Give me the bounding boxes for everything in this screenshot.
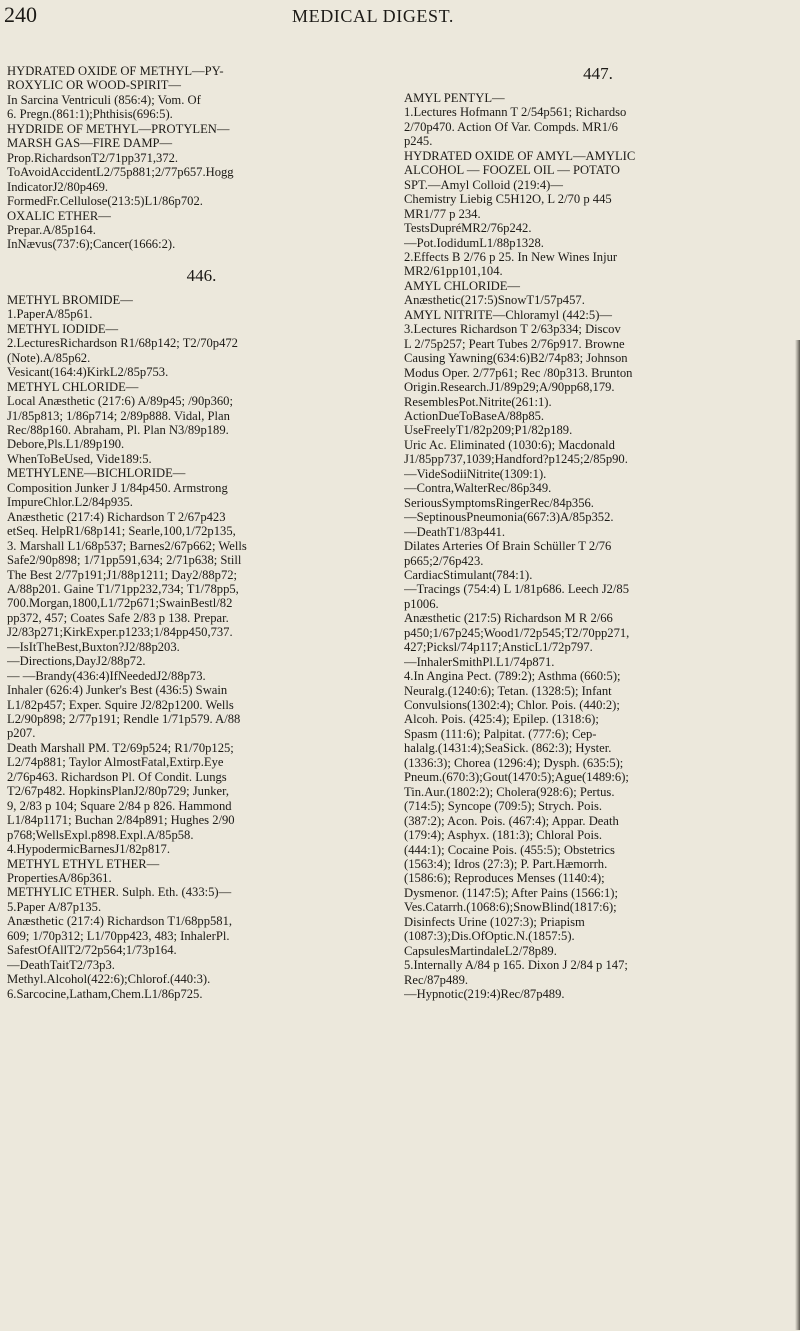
right-column [404, 64, 792, 1002]
index-line: Anæsthetic (217:4) Richardson T 2/67p423 [7, 509, 226, 524]
index-line: Alcoh. Pois. (425:4); Epilep. (1318:6); [404, 712, 599, 727]
index-line: Safe2/90p898; 1/71pp591,634; 2/71p638; Still [7, 553, 242, 568]
index-line: ALCOHOL — FOOZEL OIL — POTATO [404, 163, 620, 178]
index-line: J1/85p813; 1/86p714; 2/89p888. Vidal, Plan [7, 408, 230, 423]
index-line: MARSH GAS—FIRE DAMP— [7, 136, 173, 151]
index-line: SPT.—Amyl Colloid (219:4)— [404, 177, 563, 192]
index-line: J2/83p271;KirkExper.p1233;1/84pp450,737. [7, 625, 233, 640]
index-line: Anæsthetic (217:5) Richardson M R 2/66 [404, 611, 613, 626]
index-line: (1586:6); Reproduces Menses (1140:4); [404, 871, 605, 886]
index-line: Composition Junker J 1/84p450. Armstrong [7, 480, 228, 495]
index-line: (444:1); Cocaine Pois. (455:5); Obstetrics [404, 842, 615, 857]
index-line: A/88p201. Gaine T1/71pp232,734; T1/78pp5, [7, 581, 239, 596]
index-line: TestsDupréMR2/76p242. [404, 221, 532, 236]
index-line: 6. Pregn.(861:1);Phthisis(696:5). [7, 107, 173, 122]
index-line: 427;Picksl/74p117;AnsticL1/72p797. [404, 640, 593, 655]
index-line: pp372, 457; Coates Safe 2/83 p 138. Prepar. [7, 610, 229, 625]
index-line: 2/70p470. Action Of Var. Compds. MR1/6 [404, 119, 618, 134]
index-line: —Tracings (754:4) L 1/81p686. Leech J2/85 [404, 582, 630, 597]
index-line: —Directions,DayJ2/88p72. [7, 654, 146, 669]
index-line: InNævus(737:6);Cancer(1666:2). [7, 237, 176, 252]
index-line: Origin.Research.J1/89p29;A/90pp68,179. [404, 380, 615, 395]
index-line: —Hypnotic(219:4)Rec/87p489. [404, 987, 565, 1002]
index-line: 2.LecturesRichardson R1/68p142; T2/70p472 [7, 336, 238, 351]
index-line: Uric Ac. Eliminated (1030:6); Macdonald [404, 437, 615, 452]
index-line: 3. Marshall L1/68p537; Barnes2/67p662; Wells [7, 538, 247, 553]
index-line: Convulsions(1302:4); Chlor. Pois. (440:2); [404, 698, 620, 713]
index-line: 5.Internally A/84 p 165. Dixon J 2/84 p 147; [404, 958, 628, 973]
index-line: 609; 1/70p312; L1/70pp423, 483; InhalerPl. [7, 928, 230, 943]
index-line: L2/74p881; Taylor AlmostFatal,Extirp.Eye [7, 755, 224, 770]
index-line: 700.Morgan,1800,L1/72p671;SwainBestl/82 [7, 596, 233, 611]
index-line: 4.HypodermicBarnesJ1/82p817. [7, 842, 170, 857]
index-line: p1006. [404, 596, 439, 611]
index-line: OXALIC ETHER— [7, 208, 111, 223]
index-line: Disinfects Urine (1027:3); Priapism [404, 914, 585, 929]
index-line: —Pot.IodidumL1/88p1328. [404, 235, 544, 250]
index-line: HYDRATED OXIDE OF METHYL—PY- [7, 64, 224, 78]
index-line: Prop.RichardsonT2/71pp371,372. [7, 150, 179, 165]
index-line: PropertiesA/86p361. [7, 871, 112, 886]
index-line: —IsItTheBest,Buxton?J2/88p203. [7, 639, 180, 654]
index-line: Causing Yawning(634:6)B2/74p83; Johnson [404, 351, 628, 366]
index-line: CapsulesMartindaleL2/78p89. [404, 943, 557, 958]
section-number: 447. [583, 64, 613, 83]
index-line: Rec/88p160. Abraham, Pl. Plan N3/89p189. [7, 422, 229, 437]
index-line: METHYL CHLORIDE— [7, 379, 139, 394]
index-line: AMYL CHLORIDE— [404, 278, 521, 293]
index-line: —SeptinousPneumonia(667:3)A/85p352. [404, 510, 614, 525]
index-line: HYDRATED OXIDE OF AMYL—AMYLIC [404, 148, 636, 163]
index-line: METHYL ETHYL ETHER— [7, 856, 160, 871]
left-column [7, 64, 396, 1001]
index-line: p450;1/67p245;Wood1/72p545;T2/70pp271, [404, 625, 630, 640]
index-line: ImpureChlor.L2/84p935. [7, 495, 133, 510]
running-head: MEDICAL DIGEST. [292, 6, 454, 26]
index-line: 5.Paper A/87p135. [7, 899, 102, 914]
index-line: —VideSodiiNitrite(1309:1). [404, 466, 547, 481]
index-line: Dilates Arteries Of Brain Schüller T 2/76 [404, 539, 612, 554]
index-line: AMYL NITRITE—Chloramyl (442:5)— [404, 307, 612, 322]
index-line: 9, 2/83 p 104; Square 2/84 p 826. Hammond [7, 798, 232, 813]
index-line: AMYL PENTYL— [404, 91, 505, 105]
index-line: —DeathT1/83p441. [404, 524, 506, 539]
index-line: Anæsthetic (217:4) Richardson T1/68pp581, [7, 914, 233, 929]
index-line: —InhalerSmithPl.L1/74p871. [404, 654, 555, 669]
index-line: FormedFr.Cellulose(213:5)L1/86p702. [7, 194, 203, 209]
index-line: (Note).A/85p62. [7, 350, 91, 365]
index-line: ResemblesPot.Nitrite(261:1). [404, 394, 552, 409]
index-line: METHYLIC ETHER. Sulph. Eth. (433:5)— [7, 885, 232, 900]
index-line: 1.Lectures Hofmann T 2/54p561; Richardso [404, 105, 627, 120]
page-edge-shadow [795, 340, 800, 1330]
index-line: Rec/87p489. [404, 972, 469, 987]
index-line: p245. [404, 134, 433, 149]
index-line: 3.Lectures Richardson T 2/63p334; Discov [404, 322, 621, 337]
index-line: Prepar.A/85p164. [7, 222, 96, 237]
index-line: Neuralg.(1240:6); Tetan. (1328:5); Infant [404, 683, 612, 698]
index-line: SeriousSymptomsRingerRec/84p356. [404, 495, 594, 510]
index-line: Death Marshall PM. T2/69p524; R1/70p125; [7, 740, 234, 755]
section-number: 446. [186, 265, 217, 285]
index-line: The Best 2/77p191;J1/88p1211; Day2/88p72; [7, 567, 238, 582]
index-line: IndicatorJ2/80p469. [7, 179, 109, 194]
index-line: p665;2/76p423. [404, 553, 484, 568]
index-line: Tin.Aur.(1802:2); Cholera(928:6); Pertus. [404, 784, 615, 799]
index-line: (179:4); Asphyx. (181:3); Chloral Pois. [404, 828, 603, 843]
index-line: 1.PaperA/85p61. [7, 307, 93, 322]
index-line: p768;WellsExpl.p898.Expl.A/85p58. [7, 827, 194, 842]
index-line: MR1/77 p 234. [404, 206, 481, 221]
index-line: Local Anæsthetic (217:6) A/89p45; /90p360; [7, 394, 233, 409]
index-line: Spasm (111:6); Palpitat. (777:6); Cep- [404, 726, 597, 741]
index-line: METHYLENE—BICHLORIDE— [7, 466, 186, 481]
index-line: HYDRIDE OF METHYL—PROTYLEN— [7, 121, 230, 136]
index-line: (1087:3);Dis.OfOptic.N.(1857:5). [404, 929, 575, 944]
index-line: Debore,Pls.L1/89p190. [7, 437, 125, 452]
index-line: — —Brandy(436:4)IfNeededJ2/88p73. [7, 668, 206, 683]
index-line: (1336:3); Chorea (1296:4); Dysph. (635:5); [404, 755, 624, 770]
index-line: ROXYLIC OR WOOD-SPIRIT— [7, 78, 181, 93]
index-line: SafestOfAllT2/72p564;1/73p164. [7, 943, 177, 958]
index-line: etSeq. HelpR1/68p141; Searle,100,1/72p135, [7, 524, 236, 539]
page-number: 240 [4, 2, 37, 27]
index-line: Modus Oper. 2/77p61; Rec /80p313. Brunton [404, 365, 633, 380]
index-line: ToAvoidAccidentL2/75p881;2/77p657.Hogg [7, 165, 234, 180]
index-line: WhenToBeUsed, Vide189:5. [7, 451, 152, 466]
index-line: L 2/75p257; Peart Tubes 2/76p917. Browne [404, 336, 625, 351]
index-line: L1/84p1171; Buchan 2/84p891; Hughes 2/90 [7, 813, 235, 828]
index-line: METHYL BROMIDE— [7, 292, 133, 307]
index-line: (387:2); Acon. Pois. (467:4); Appar. Death [404, 813, 619, 828]
index-line: Dysmenor. (1147:5); After Pains (1566:1); [404, 885, 618, 900]
index-line: Chemistry Liebig C5H12O, L 2/70 p 445 [404, 192, 612, 207]
index-line: (1563:4); Idros (27:3); P. Part.Hæmorrh. [404, 857, 608, 872]
index-line: Anæsthetic(217:5)SnowT1/57p457. [404, 293, 585, 308]
index-line: UseFreelyT1/82p209;P1/82p189. [404, 423, 573, 438]
index-line: —Contra,WalterRec/86p349. [404, 481, 552, 496]
index-line: halalg.(1431:4);SeaSick. (862:3); Hyster. [404, 741, 612, 756]
index-line: J1/85pp737,1039;Handford?p1245;2/85p90. [404, 452, 628, 467]
index-line: MR2/61pp101,104. [404, 264, 503, 279]
index-line: Pneum.(670:3);Gout(1470:5);Ague(1489:6); [404, 770, 629, 785]
index-line: 2.Effects B 2/76 p 25. In New Wines Injur [404, 249, 618, 264]
index-line: CardiacStimulant(784:1). [404, 567, 533, 582]
index-line: —DeathTaitT2/73p3. [7, 957, 115, 972]
index-line: (714:5); Syncope (709:5); Strych. Pois. [404, 799, 602, 814]
index-line: Vesicant(164:4)KirkL2/85p753. [7, 365, 169, 380]
index-line: Ves.Catarrh.(1068:6);SnowBlind(1817:6); [404, 900, 617, 915]
index-line: 6.Sarcocine,Latham,Chem.L1/86p725. [7, 986, 203, 1001]
index-line: METHYL IODIDE— [7, 321, 119, 336]
index-line: L1/82p457; Exper. Squire J2/82p1200. Wells [7, 697, 234, 712]
index-line: In Sarcina Ventriculi (856:4); Vom. Of [7, 92, 201, 107]
index-line: ActionDueToBaseA/88p85. [404, 408, 545, 423]
index-line: p207. [7, 726, 36, 741]
index-line: T2/67p482. HopkinsPlanJ2/80p729; Junker, [7, 784, 229, 799]
index-line: 4.In Angina Pect. (789:2); Asthma (660:5); [404, 669, 621, 684]
index-line: L2/90p898; 2/77p191; Rendle 1/71p579. A/88 [7, 712, 241, 727]
index-line: 2/76p463. Richardson Pl. Of Condit. Lungs [7, 769, 227, 784]
index-line: Methyl.Alcohol(422:6);Chlorof.(440:3). [7, 972, 211, 987]
index-line: Inhaler (626:4) Junker's Best (436:5) Swain [7, 683, 228, 698]
